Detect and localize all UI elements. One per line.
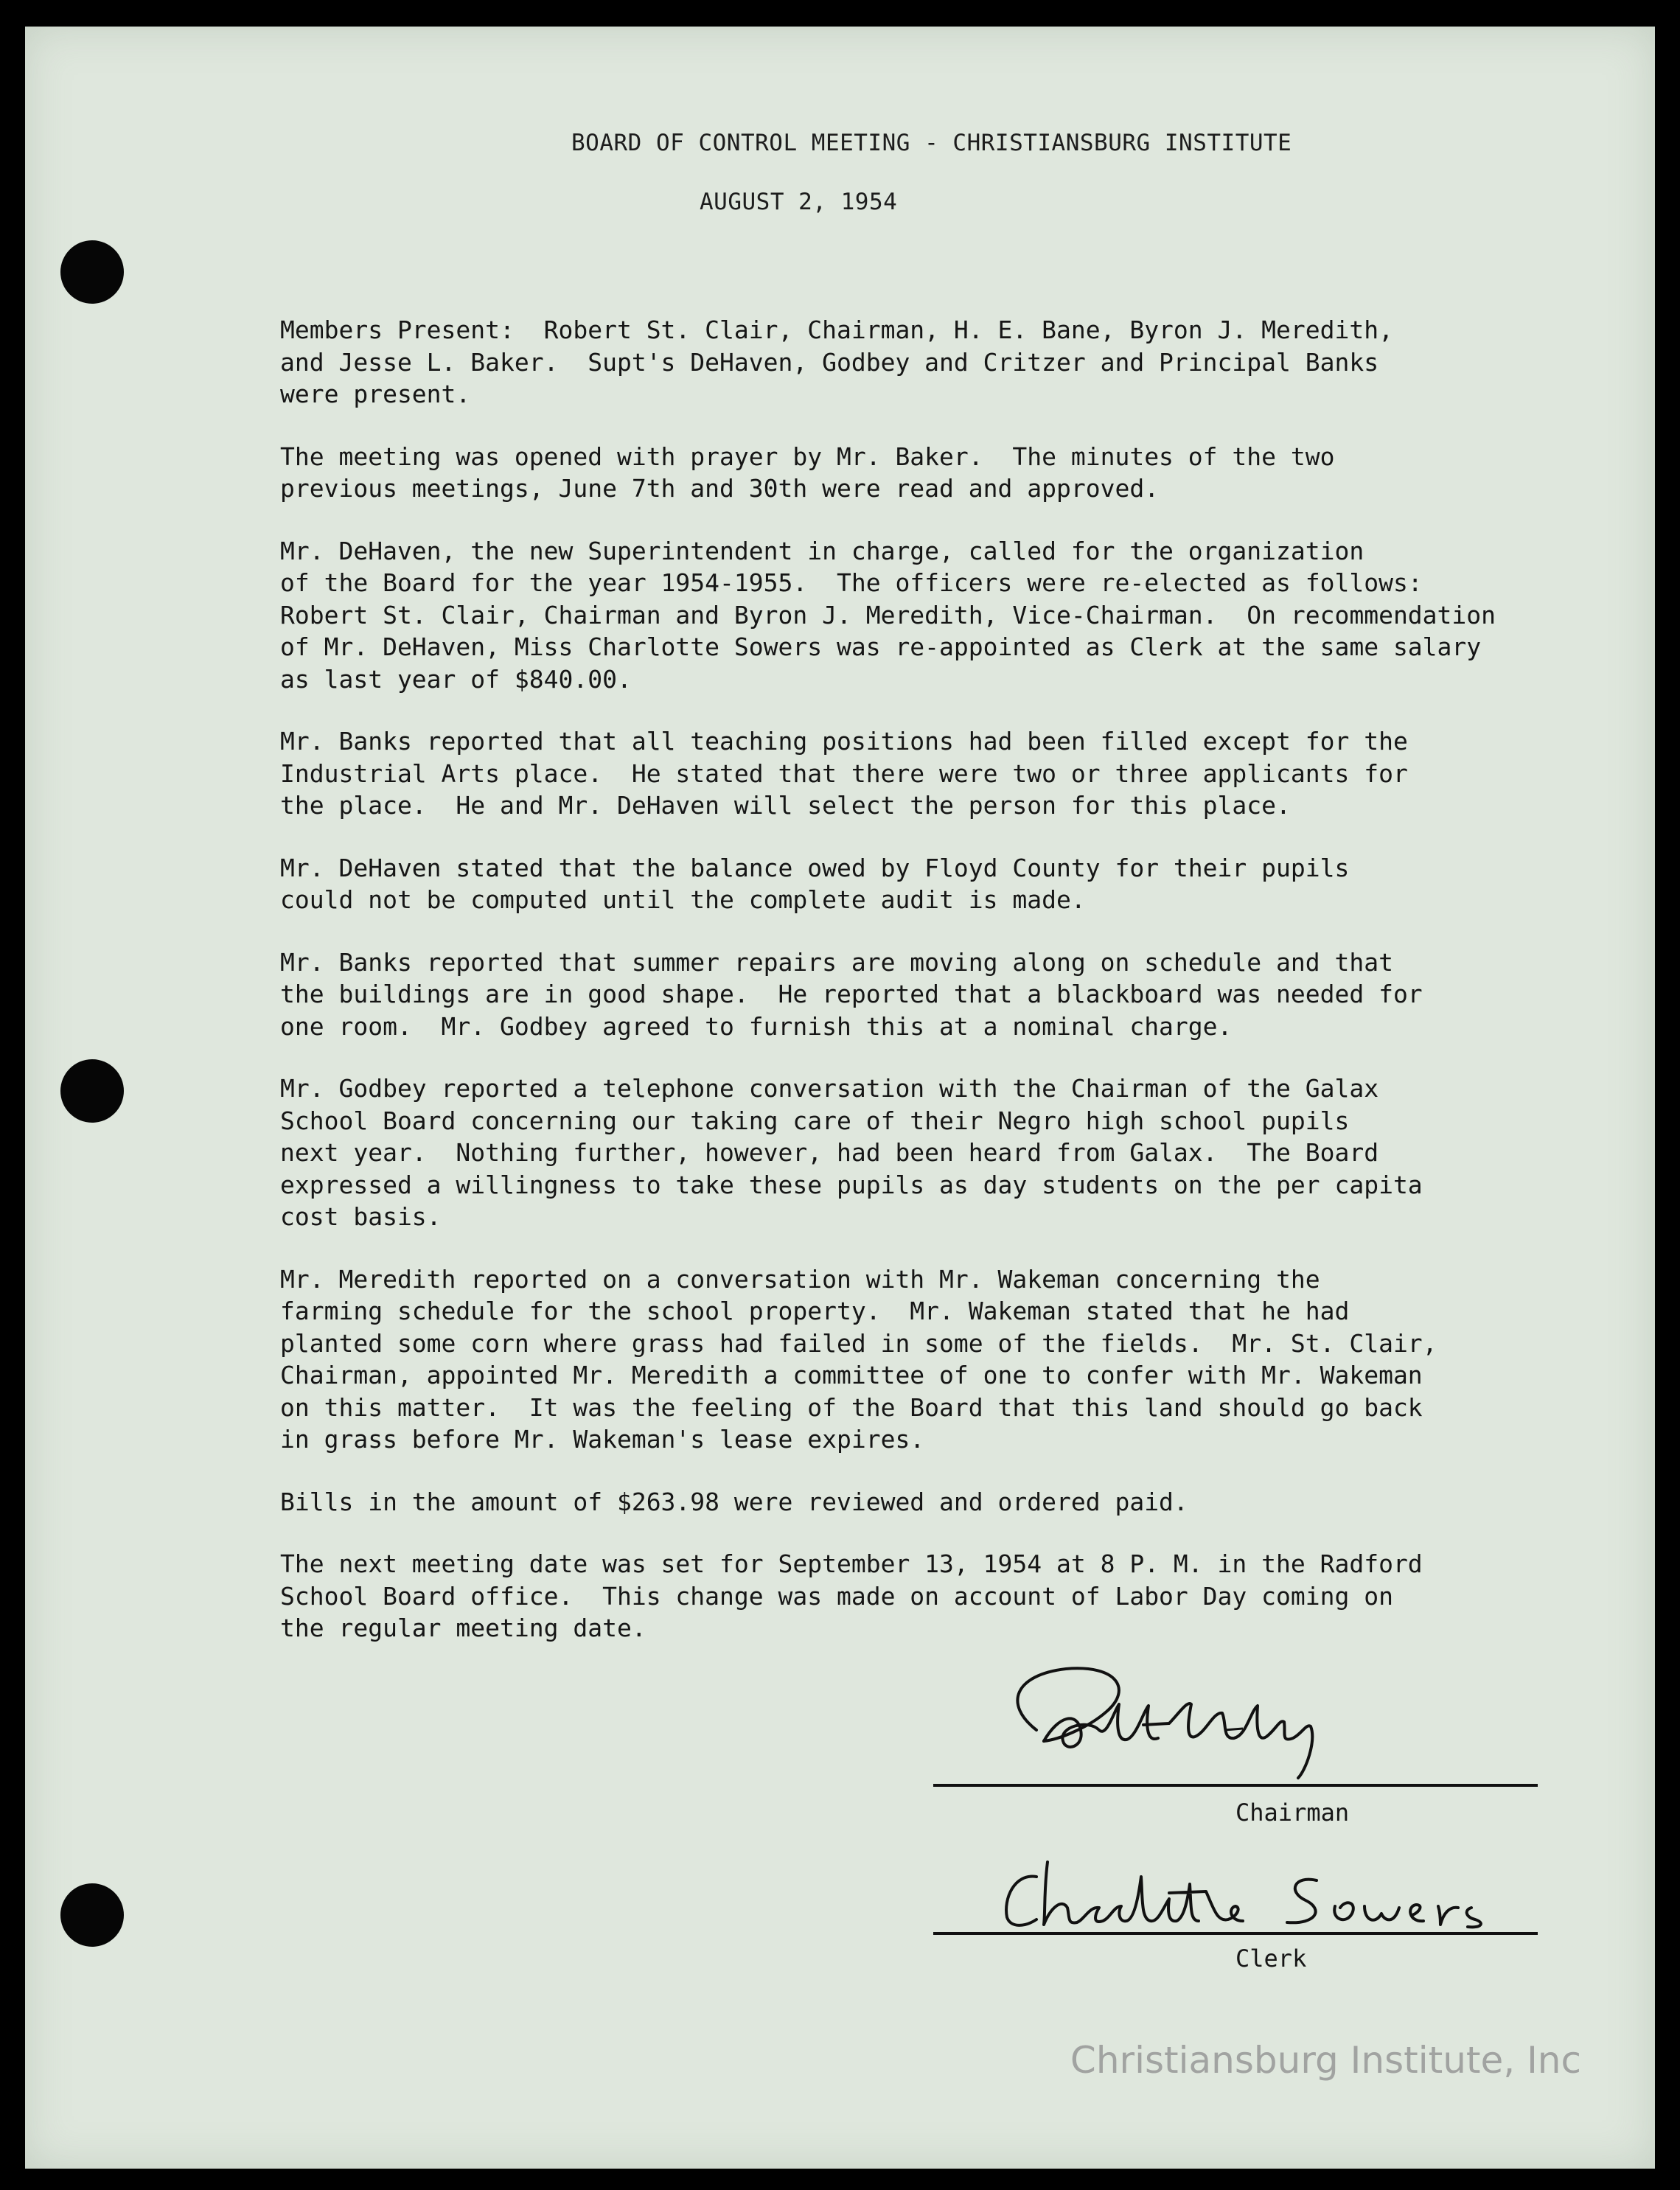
clerk-title: Clerk: [1235, 1945, 1307, 1973]
document-page: [25, 27, 1655, 2169]
document-date: AUGUST 2, 1954: [700, 189, 898, 215]
punch-hole: [60, 1883, 124, 1947]
paragraph-floyd-county: Mr. DeHaven stated that the balance owed by Floyd County for their pupils could not be computed until the complete audit is made.: [280, 853, 1350, 914]
clerk-signature: [933, 1855, 1538, 1943]
paragraph-farming: Mr. Meredith reported on a conversation with Mr. Wakeman concerning the farming schedule for the school property. Mr. Wakeman stated that he had planted some corn where grass had failed in some of the fields. Mr. St. Clair, Chairman, appointed Mr. Meredith a committee of one to confer with Mr. Wakeman on this matter. It was the feeling of the Board that this land should go back in grass before Mr. Wakeman's lease expires.: [280, 1264, 1437, 1454]
minutes-body: [280, 314, 1651, 1675]
paragraph-opening: The meeting was opened with prayer by Mr. Baker. The minutes of the two previous meetings, June 7th and 30th were read and approved.: [280, 442, 1335, 503]
chairman-title: Chairman: [1235, 1799, 1350, 1827]
clerk-signature-line: [933, 1932, 1538, 1935]
document-title: BOARD OF CONTROL MEETING - CHRISTIANSBURG INSTITUTE: [571, 130, 1292, 156]
chairman-signature-block: [933, 1660, 1538, 1830]
paragraph-bills: Bills in the amount of $263.98 were reviewed and ordered paid.: [280, 1487, 1188, 1516]
watermark: Christiansburg Institute, Inc: [1070, 2039, 1581, 2082]
punch-hole: [60, 240, 124, 304]
clerk-signature-block: [933, 1855, 1538, 2002]
paragraph-teaching-positions: Mr. Banks reported that all teaching positions had been filled except for the Industrial Arts place. He stated that there were two or three applicants for the place. He and Mr. DeHaven will select the person for this place.: [280, 727, 1408, 820]
paragraph-members-present: Members Present: Robert St. Clair, Chairman, H. E. Bane, Byron J. Meredith, and Jesse L. Baker. Supt's DeHaven, Godbey and Critzer and Principal Banks were present.: [280, 315, 1393, 408]
paragraph-repairs: Mr. Banks reported that summer repairs are moving along on schedule and that the buildings are in good shape. He reported that a blackboard was needed for one room. Mr. Godbey agreed to furnish this at a nominal charge.: [280, 947, 1423, 1041]
chairman-signature: [933, 1660, 1538, 1785]
punch-hole: [60, 1059, 124, 1123]
paragraph-next-meeting: The next meeting date was set for September 13, 1954 at 8 P. M. in the Radford School Board office. This change was made on account of Labor Day coming on the regular meeting date.: [280, 1549, 1423, 1642]
paragraph-galax: Mr. Godbey reported a telephone conversation with the Chairman of the Galax School Board concerning our taking care of their Negro high school pupils next year. Nothing further, however, had been heard from Galax. The Board expressed a willingness to take these pupils as day students on the per capita cost basis.: [280, 1074, 1423, 1231]
paragraph-organization: Mr. DeHaven, the new Superintendent in charge, called for the organization of the Board for the year 1954-1955. The officers were re-elected as follows: Robert St. Clair, Chairman and Byron J. Meredith, Vice-Chairman. On recommendation of Mr. DeHaven, Miss Charlotte Sowers was re-appointed as Clerk at the same salary as last year of $840.00.: [280, 536, 1496, 694]
chairman-signature-line: [933, 1784, 1538, 1787]
